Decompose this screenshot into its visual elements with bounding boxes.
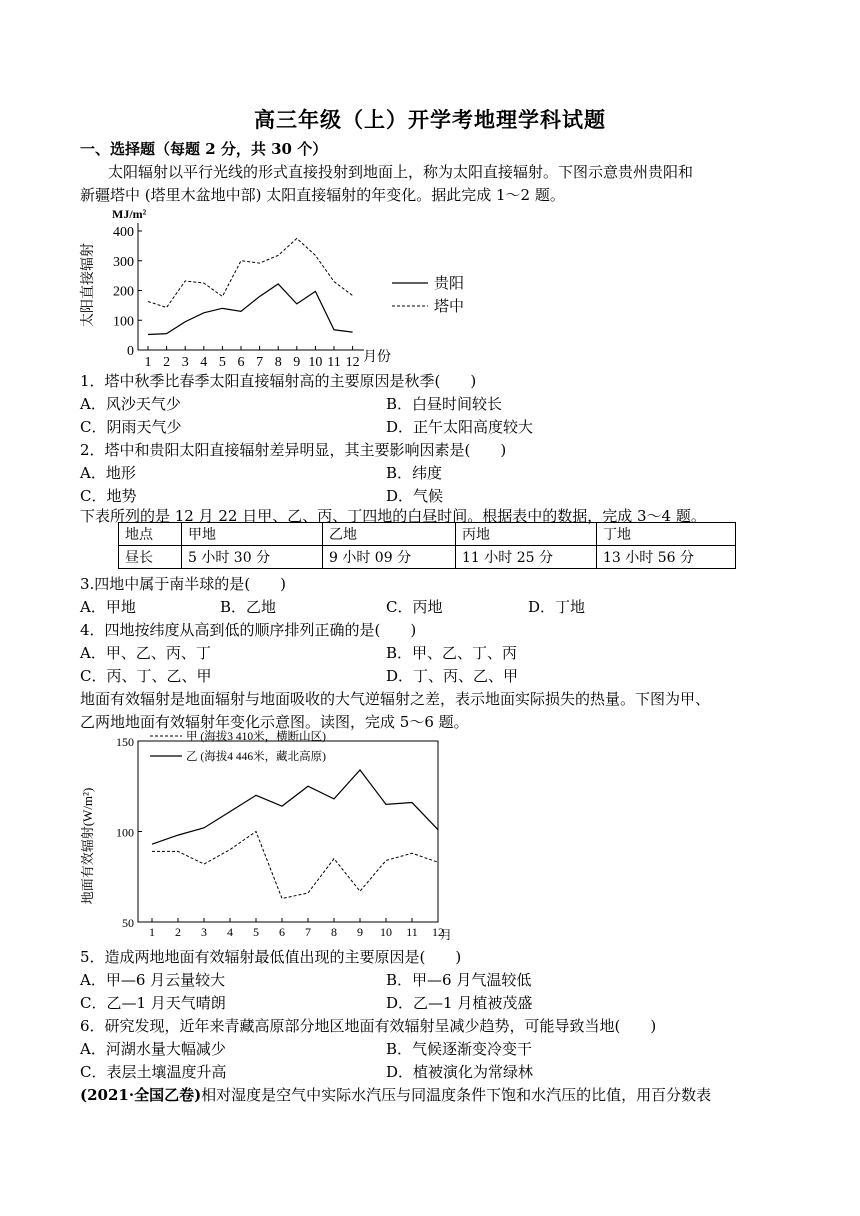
chart1-x-ticks <box>145 346 360 367</box>
intro-text-body: 相对湿度是空气中实际水汽压与同温度条件下饱和水汽压的比值，用百分数表 <box>201 1086 712 1104</box>
table-cell: 地点 <box>119 523 182 546</box>
x-tick-label: 6 <box>237 355 245 367</box>
series-line <box>152 832 438 899</box>
intro-text: 乙两地地面有效辐射年变化示意图。读图，完成 5～6 题。 <box>80 713 469 731</box>
x-tick-label: 1 <box>144 355 152 367</box>
chart2-xunit: 月 <box>440 928 453 942</box>
table-cell: 丁地 <box>597 523 736 546</box>
y-tick-label: 200 <box>113 284 134 300</box>
x-tick-label: 8 <box>331 925 337 939</box>
daylength-table <box>118 522 736 569</box>
table-cell: 13 小时 56 分 <box>597 546 736 569</box>
chart2-axes <box>138 741 438 922</box>
intro-text: 太阳辐射以平行光线的形式直接投射到地面上，称为太阳直接辐射。下图示意贵州贵阳和 <box>108 163 694 181</box>
legend-yi: 乙 (海拔4 446米，藏北高原) <box>186 751 326 763</box>
x-tick-label: 1 <box>149 925 155 939</box>
option-5b[interactable]: B．甲—6 月气温较低 <box>386 971 532 989</box>
x-tick-label: 9 <box>357 925 363 939</box>
x-tick-label: 5 <box>218 355 226 367</box>
option-1a[interactable]: A．风沙天气少 <box>80 395 181 413</box>
option-4c[interactable]: C．丙、丁、乙、甲 <box>80 667 212 685</box>
table-row <box>119 546 736 569</box>
effective-radiation-chart <box>78 728 478 946</box>
question-6: 6．研究发现，近年来青藏高原部分地区地面有效辐射呈减少趋势，可能导致当地( ) <box>80 1017 657 1035</box>
table-cell: 昼长 <box>119 546 182 569</box>
option-3c[interactable]: C．丙地 <box>386 598 443 616</box>
chart1-unit: MJ/m² <box>112 207 147 221</box>
table-cell: 11 小时 25 分 <box>456 546 597 569</box>
question-4: 4．四地按纬度从高到低的顺序排列正确的是( ) <box>80 621 417 639</box>
option-4d[interactable]: D．丁、丙、乙、甲 <box>386 667 519 685</box>
option-6c[interactable]: C．表层土壤温度升高 <box>80 1063 227 1081</box>
x-tick-label: 4 <box>227 925 233 939</box>
x-tick-label: 5 <box>253 925 259 939</box>
table-cell: 乙地 <box>323 523 456 546</box>
y-tick-label: 100 <box>116 825 134 840</box>
x-tick-label: 7 <box>305 925 311 939</box>
option-4b[interactable]: B．甲、乙、丁、丙 <box>386 644 518 662</box>
table-row <box>119 523 736 546</box>
chart2-series <box>152 770 438 899</box>
intro-text: 下表所列的是 12 月 22 日甲、乙、丙、丁四地的白昼时间。根据表中的数据，完成 3～4 题。 <box>80 507 706 525</box>
option-5a[interactable]: A．甲—6 月云量较大 <box>80 971 226 989</box>
option-2a[interactable]: A．地形 <box>80 464 136 482</box>
y-tick-label: 300 <box>113 254 134 270</box>
x-tick-label: 11 <box>327 355 341 367</box>
intro-text: 地面有效辐射是地面辐射与地面吸收的大气逆辐射之差，表示地面实际损失的热量。下图为甲、 <box>80 690 711 708</box>
series-line <box>152 770 438 844</box>
y-tick-label: 0 <box>127 344 134 359</box>
x-tick-label: 7 <box>256 355 264 367</box>
x-tick-label: 3 <box>181 355 189 367</box>
x-tick-label: 9 <box>293 355 301 367</box>
x-tick-label: 12 <box>432 925 444 939</box>
x-tick-label: 11 <box>406 925 418 939</box>
table-cell: 甲地 <box>182 523 323 546</box>
series-line <box>148 238 353 307</box>
option-1b[interactable]: B．白昼时间较长 <box>386 395 503 413</box>
chart1-series <box>148 238 353 334</box>
option-1d[interactable]: D．正午太阳高度较大 <box>386 418 534 436</box>
question-3: 3.四地中属于南半球的是( ) <box>80 575 287 593</box>
chart1-xunit: 月份 <box>363 350 391 365</box>
option-3d[interactable]: D．丁地 <box>528 598 586 616</box>
x-tick-label: 6 <box>279 925 285 939</box>
option-6a[interactable]: A．河湖水量大幅减少 <box>80 1040 226 1058</box>
chart-frame <box>138 741 438 922</box>
legend-jia: 甲 (海拔3 410米，横断山区) <box>186 731 326 743</box>
x-tick-label: 12 <box>345 355 360 367</box>
option-5d[interactable]: D．乙—1 月植被茂盛 <box>386 994 533 1012</box>
question-5: 5．造成两地地面有效辐射最低值出现的主要原因是( ) <box>80 948 462 966</box>
option-2b[interactable]: B．纬度 <box>386 464 443 482</box>
option-6b[interactable]: B．气候逐渐变冷变干 <box>386 1040 533 1058</box>
table-cell: 9 小时 09 分 <box>323 546 456 569</box>
x-tick-label: 3 <box>201 925 207 939</box>
option-5c[interactable]: C．乙—1 月天气晴朗 <box>80 994 226 1012</box>
section-heading: 一、选择题（每题 2 分，共 30 个） <box>80 140 328 158</box>
option-3b[interactable]: B．乙地 <box>220 598 277 616</box>
x-tick-label: 4 <box>200 355 208 367</box>
legend-guiyang: 贵阳 <box>434 276 465 292</box>
page-title: 高三年级（上）开学考地理学科试题 <box>254 107 606 132</box>
option-1c[interactable]: C．阴雨天气少 <box>80 418 182 436</box>
x-tick-label: 10 <box>380 925 392 939</box>
y-tick-label: 150 <box>116 735 134 749</box>
source-tag: (2021·全国乙卷) <box>80 1086 202 1104</box>
table-cell: 丙地 <box>456 523 597 546</box>
x-tick-label: 8 <box>274 355 282 367</box>
legend-tazhong: 塔中 <box>434 299 465 315</box>
x-tick-label: 10 <box>308 355 323 367</box>
series-line <box>148 284 353 335</box>
option-2c[interactable]: C．地势 <box>80 487 137 505</box>
option-3a[interactable]: A．甲地 <box>80 598 136 616</box>
chart2-x-ticks <box>149 918 444 939</box>
option-6d[interactable]: D．植被演化为常绿林 <box>386 1063 534 1081</box>
question-1: 1．塔中秋季比春季太阳直接辐射高的主要原因是秋季( ) <box>80 372 477 390</box>
intro-text <box>80 1084 711 1105</box>
solar-radiation-chart <box>78 205 498 367</box>
question-2: 2．塔中和贵阳太阳直接辐射差异明显，其主要影响因素是( ) <box>80 441 507 459</box>
x-tick-label: 2 <box>175 925 181 939</box>
y-tick-label: 50 <box>122 916 134 930</box>
option-2d[interactable]: D．气候 <box>386 487 444 505</box>
option-4a[interactable]: A．甲、乙、丙、丁 <box>80 644 211 662</box>
y-tick-label: 100 <box>113 314 134 330</box>
table-cell: 5 小时 30 分 <box>182 546 323 569</box>
chart1-ylabel: 太阳直接辐射 <box>81 243 96 327</box>
x-tick-label: 2 <box>163 355 171 367</box>
chart2-ylabel: 地面有效辐射(W/m²) <box>80 787 95 905</box>
intro-text: 新疆塔中 (塔里木盆地中部) 太阳直接辐射的年变化。据此完成 1～2 题。 <box>80 186 565 204</box>
y-tick-label: 400 <box>113 225 134 240</box>
